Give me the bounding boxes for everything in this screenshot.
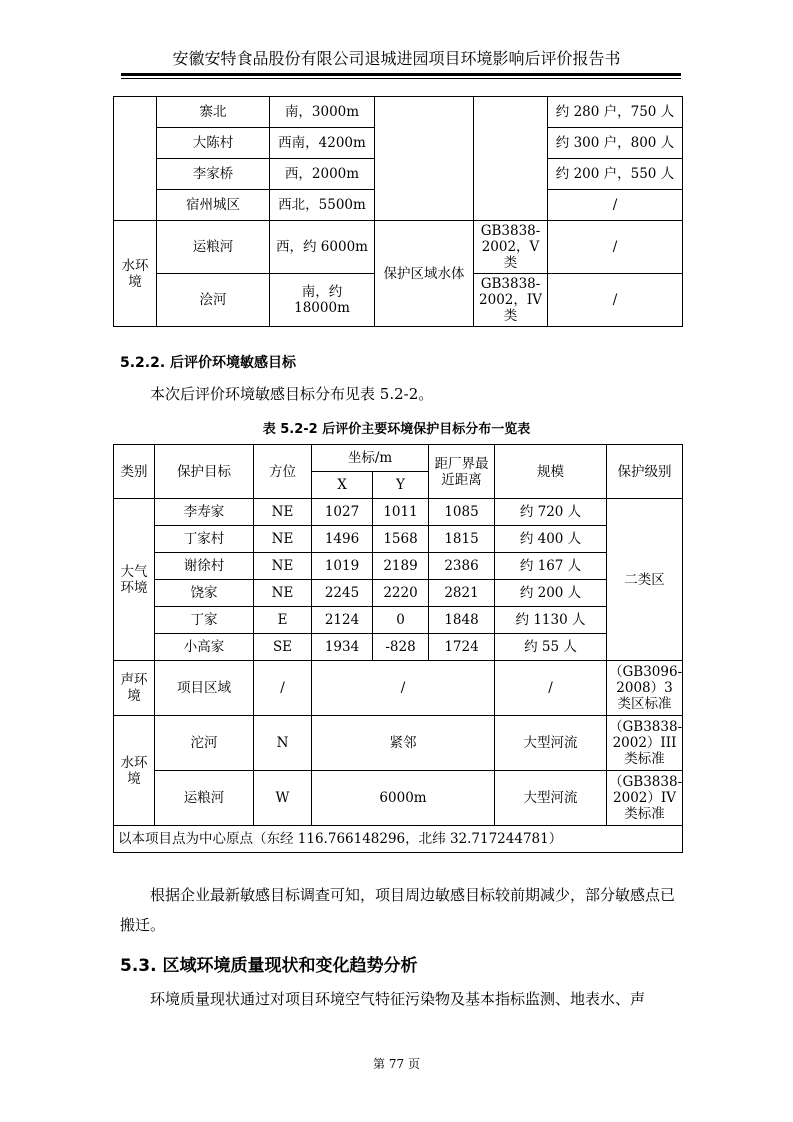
target-direction: 西南，4200m xyxy=(270,128,375,159)
level: （GB3838-2002）IV类标准 xyxy=(607,771,683,826)
target-direction: E xyxy=(254,607,312,634)
water-standard: GB3838-2002，V类 xyxy=(474,221,548,274)
coord-merged: / xyxy=(312,661,495,716)
scale: 约 720 人 xyxy=(495,499,607,526)
target-name: 沱河 xyxy=(155,716,254,771)
scale: 大型河流 xyxy=(495,716,607,771)
scale: 约 200 人 xyxy=(495,580,607,607)
coord-y: 2189 xyxy=(373,553,429,580)
level: （GB3096-2008）3 类区标准 xyxy=(607,661,683,716)
coord-y: -828 xyxy=(373,634,429,661)
distance: 2821 xyxy=(429,580,495,607)
table-row xyxy=(114,607,683,634)
table-row xyxy=(114,221,683,274)
scale: 大型河流 xyxy=(495,771,607,826)
section-heading-5-3: 5.3. 区域环境质量现状和变化趋势分析 xyxy=(120,956,418,976)
target-scale: / xyxy=(548,221,683,274)
table-row xyxy=(114,716,683,771)
target-direction: N xyxy=(254,716,312,771)
protection-target-table xyxy=(113,444,683,853)
table-row xyxy=(114,661,683,716)
table-row xyxy=(114,580,683,607)
scale: 约 55 人 xyxy=(495,634,607,661)
col-y: Y xyxy=(373,472,429,499)
target-name: 小高家 xyxy=(155,634,254,661)
target-name: 丁家 xyxy=(155,607,254,634)
target-direction: W xyxy=(254,771,312,826)
target-name: 大陈村 xyxy=(157,128,270,159)
table-row xyxy=(114,526,683,553)
target-name: 浍河 xyxy=(157,274,270,327)
water-target: 保护区域水体 xyxy=(375,221,474,327)
category-cell-empty xyxy=(114,97,157,221)
coord-y: 0 xyxy=(373,607,429,634)
scale: 约 167 人 xyxy=(495,553,607,580)
target-name: 李家桥 xyxy=(157,159,270,190)
distance: 1815 xyxy=(429,526,495,553)
distance: 1724 xyxy=(429,634,495,661)
col-coord: 坐标/m xyxy=(312,445,429,472)
body-paragraph: 根据企业最新敏感目标调查可知，项目周边敏感目标较前期减少，部分敏感点已搬迁。 xyxy=(120,886,676,934)
table-row xyxy=(114,97,683,128)
table-row xyxy=(114,553,683,580)
target-name: 寨北 xyxy=(157,97,270,128)
scale: / xyxy=(495,661,607,716)
target-name: 宿州城区 xyxy=(157,190,270,221)
header-row xyxy=(114,445,683,472)
coord-merged: 紧邻 xyxy=(312,716,495,771)
target-direction: 西，2000m xyxy=(270,159,375,190)
target-name: 运粮河 xyxy=(157,221,270,274)
category-sound: 声环境 xyxy=(114,661,155,716)
category-air: 大气环境 xyxy=(114,499,155,661)
col-target: 保护目标 xyxy=(155,445,254,499)
target-direction: 南，约 18000m xyxy=(270,274,375,327)
target-direction: SE xyxy=(254,634,312,661)
distance: 1848 xyxy=(429,607,495,634)
target-scale: / xyxy=(548,274,683,327)
page-number: 第 77 页 xyxy=(373,1057,420,1071)
col-direction: 方位 xyxy=(254,445,312,499)
col-distance: 距厂界最近距离 xyxy=(429,445,495,499)
target-direction: 西北，5500m xyxy=(270,190,375,221)
header-rule-thick xyxy=(121,73,681,76)
scale: 约 1130 人 xyxy=(495,607,607,634)
target-direction: / xyxy=(254,661,312,716)
target-name: 李寿家 xyxy=(155,499,254,526)
category-water: 水环境 xyxy=(114,716,155,826)
coord-x: 2124 xyxy=(312,607,373,634)
target-direction: 南，3000m xyxy=(270,97,375,128)
coord-y: 2220 xyxy=(373,580,429,607)
header-title: 安徽安特食品股份有限公司退城进园项目环境影响后评价报告书 xyxy=(172,49,621,68)
level: （GB3838-2002）III类标准 xyxy=(607,716,683,771)
section-intro: 本次后评价环境敏感目标分布见表 5.2-2。 xyxy=(150,385,434,403)
target-scale: / xyxy=(548,190,683,221)
target-direction: NE xyxy=(254,526,312,553)
target-direction: NE xyxy=(254,499,312,526)
col-x: X xyxy=(312,472,373,499)
section-heading-5-2-2: 5.2.2. 后评价环境敏感目标 xyxy=(120,355,297,371)
standard-empty xyxy=(474,97,548,221)
distance: 2386 xyxy=(429,553,495,580)
section-paragraph: 环境质量现状通过对项目环境空气特征污染物及基本指标监测、地表水、声 xyxy=(150,990,646,1008)
coord-x: 1027 xyxy=(312,499,373,526)
air-level: 二类区 xyxy=(607,499,683,661)
coord-y: 1568 xyxy=(373,526,429,553)
target-scale: 约 280 户，750 人 xyxy=(548,97,683,128)
header-rule-thin xyxy=(121,78,681,79)
target-name: 运粮河 xyxy=(155,771,254,826)
target-scale: 约 200 户，550 人 xyxy=(548,159,683,190)
target-name: 丁家村 xyxy=(155,526,254,553)
target-scale: 约 300 户，800 人 xyxy=(548,128,683,159)
table-row xyxy=(114,499,683,526)
coord-x: 1934 xyxy=(312,634,373,661)
target-name: 谢徐村 xyxy=(155,553,254,580)
table-continued xyxy=(113,96,683,327)
table-note: 以本项目点为中心原点（东经 116.766148296，北纬 32.717244781） xyxy=(114,826,683,853)
target-direction: 西，约 6000m xyxy=(270,221,375,274)
coord-x: 1496 xyxy=(312,526,373,553)
scale: 约 400 人 xyxy=(495,526,607,553)
coord-merged: 6000m xyxy=(312,771,495,826)
coord-x: 2245 xyxy=(312,580,373,607)
table-note-row xyxy=(114,826,683,853)
water-standard: GB3838-2002，IV类 xyxy=(474,274,548,327)
target-empty xyxy=(375,97,474,221)
col-category: 类别 xyxy=(114,445,155,499)
coord-y: 1011 xyxy=(373,499,429,526)
coord-x: 1019 xyxy=(312,553,373,580)
target-direction: NE xyxy=(254,580,312,607)
table-row xyxy=(114,634,683,661)
target-name: 饶家 xyxy=(155,580,254,607)
category-water: 水环境 xyxy=(114,221,157,327)
table-caption: 表 5.2-2 后评价主要环境保护目标分布一览表 xyxy=(262,422,531,437)
table-row xyxy=(114,771,683,826)
col-scale: 规模 xyxy=(495,445,607,499)
col-level: 保护级别 xyxy=(607,445,683,499)
target-direction: NE xyxy=(254,553,312,580)
distance: 1085 xyxy=(429,499,495,526)
target-name: 项目区域 xyxy=(155,661,254,716)
